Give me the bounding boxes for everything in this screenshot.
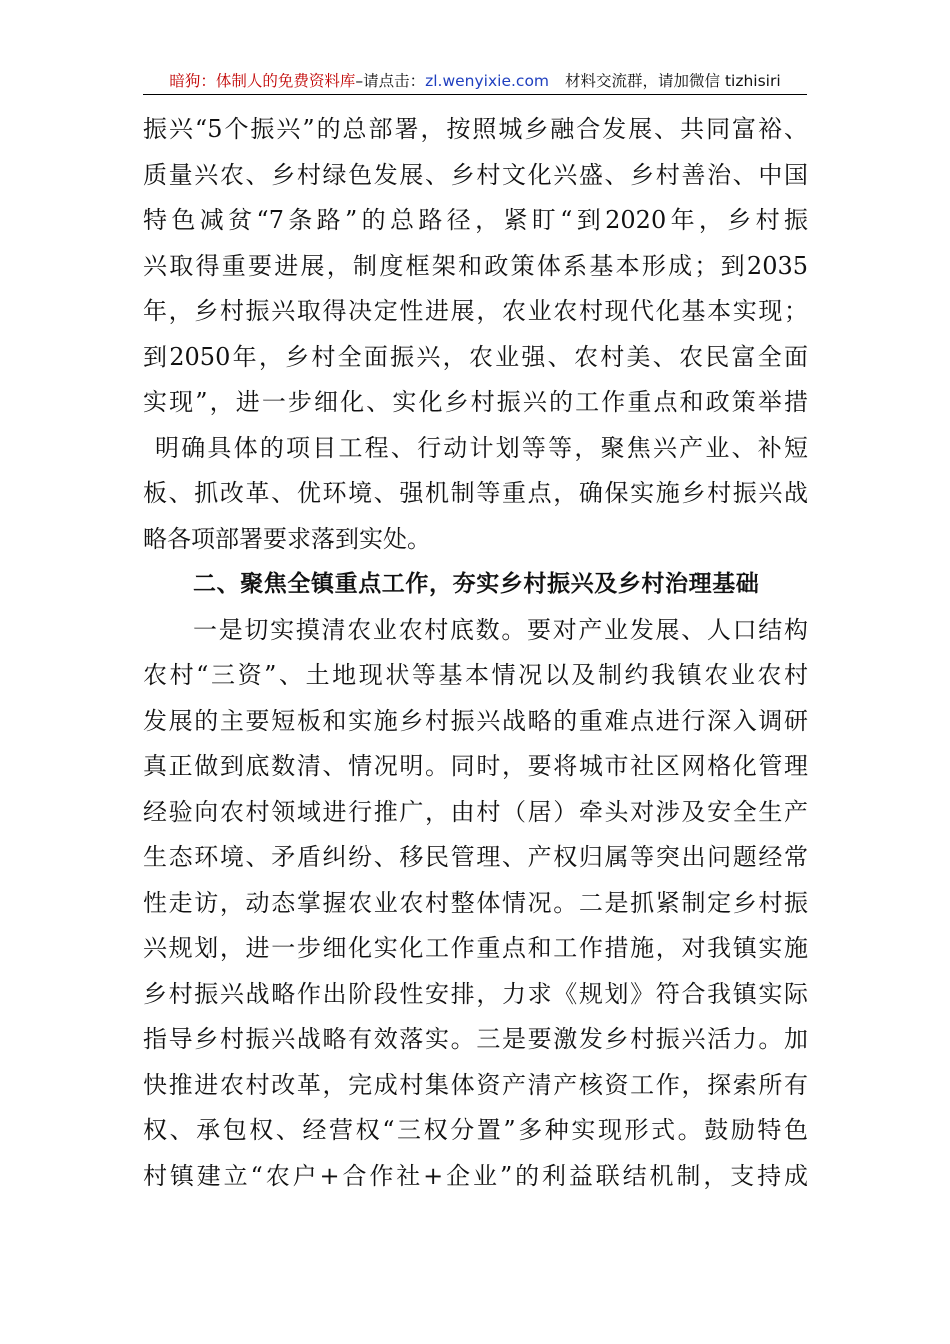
body-line: 略各项部署要求落到实处。 [143, 524, 431, 553]
page-header [143, 70, 807, 95]
body-line: 兴取得重要进展，制度框架和政策体系基本形成；到2035 [143, 251, 808, 280]
body-line: 农村“三资”、土地现状等基本情况以及制约我镇农业农村 [143, 661, 808, 689]
body-line: 发展的主要短板和实施乡村振兴战略的重难点进行深入调研 [143, 706, 808, 735]
body-line: 明确具体的项目工程、行动计划等等，聚焦兴产业、补短 [155, 433, 808, 462]
header-group-text: 材料交流群，请加微信 tizhisiri [565, 72, 781, 90]
body-line: 生态环境、矛盾纠纷、移民管理、产权归属等突出问题经常 [143, 843, 808, 871]
body-line: 实现”，进一步细化、实化乡村振兴的工作重点和政策举措 [143, 388, 808, 416]
body-line: 真正做到底数清、情况明。同时，要将城市社区网格化管理 [143, 752, 808, 780]
header-site-name: 暗狗：体制人的免费资料库 [169, 72, 356, 90]
body-line: 性走访，动态掌握农业农村整体情况。二是抓紧制定乡村振 [143, 888, 808, 917]
document-body [143, 107, 808, 1199]
body-line: 兴规划，进一步细化实化工作重点和工作措施，对我镇实施 [143, 934, 808, 962]
body-line: 经验向农村领域进行推广，由村（居）牵头对涉及安全生产 [143, 797, 808, 826]
body-line: 一是切实摸清农业农村底数。要对产业发展、人口结构 [193, 615, 808, 644]
body-line: 板、抓改革、优环境、强机制等重点，确保实施乡村振兴战 [143, 479, 808, 507]
body-line: 到2050年，乡村全面振兴，农业强、农村美、农民富全面 [143, 342, 808, 371]
body-line: 年，乡村振兴取得决定性进展，农业农村现代化基本实现； [143, 297, 808, 325]
header-url-link[interactable]: zl.wenyixie.com [425, 72, 550, 90]
body-line: 村镇建立“农户+合作社+企业”的利益联结机制，支持成 [143, 1161, 808, 1190]
body-line: 快推进农村改革，完成村集体资产清产核资工作，探索所有 [143, 1070, 808, 1099]
body-line: 权、承包权、经营权“三权分置”多种实现形式。鼓励特色 [143, 1116, 808, 1144]
body-line: 质量兴农、乡村绿色发展、乡村文化兴盛、乡村善治、中国 [143, 160, 808, 189]
body-line: 振兴“5个振兴”的总部署，按照城乡融合发展、共同富裕、 [143, 115, 808, 143]
header-click-prompt: –请点击： [355, 72, 426, 90]
body-line: 乡村振兴战略作出阶段性安排，力求《规划》符合我镇实际 [143, 979, 808, 1008]
body-line: 特色减贫“7条路”的总路径，紧盯“到2020年，乡村振 [143, 206, 808, 234]
body-line: 指导乡村振兴战略有效落实。三是要激发乡村振兴活力。加 [143, 1025, 808, 1053]
section-heading: 二、聚焦全镇重点工作，夯实乡村振兴及乡村治理基础 [193, 571, 760, 597]
